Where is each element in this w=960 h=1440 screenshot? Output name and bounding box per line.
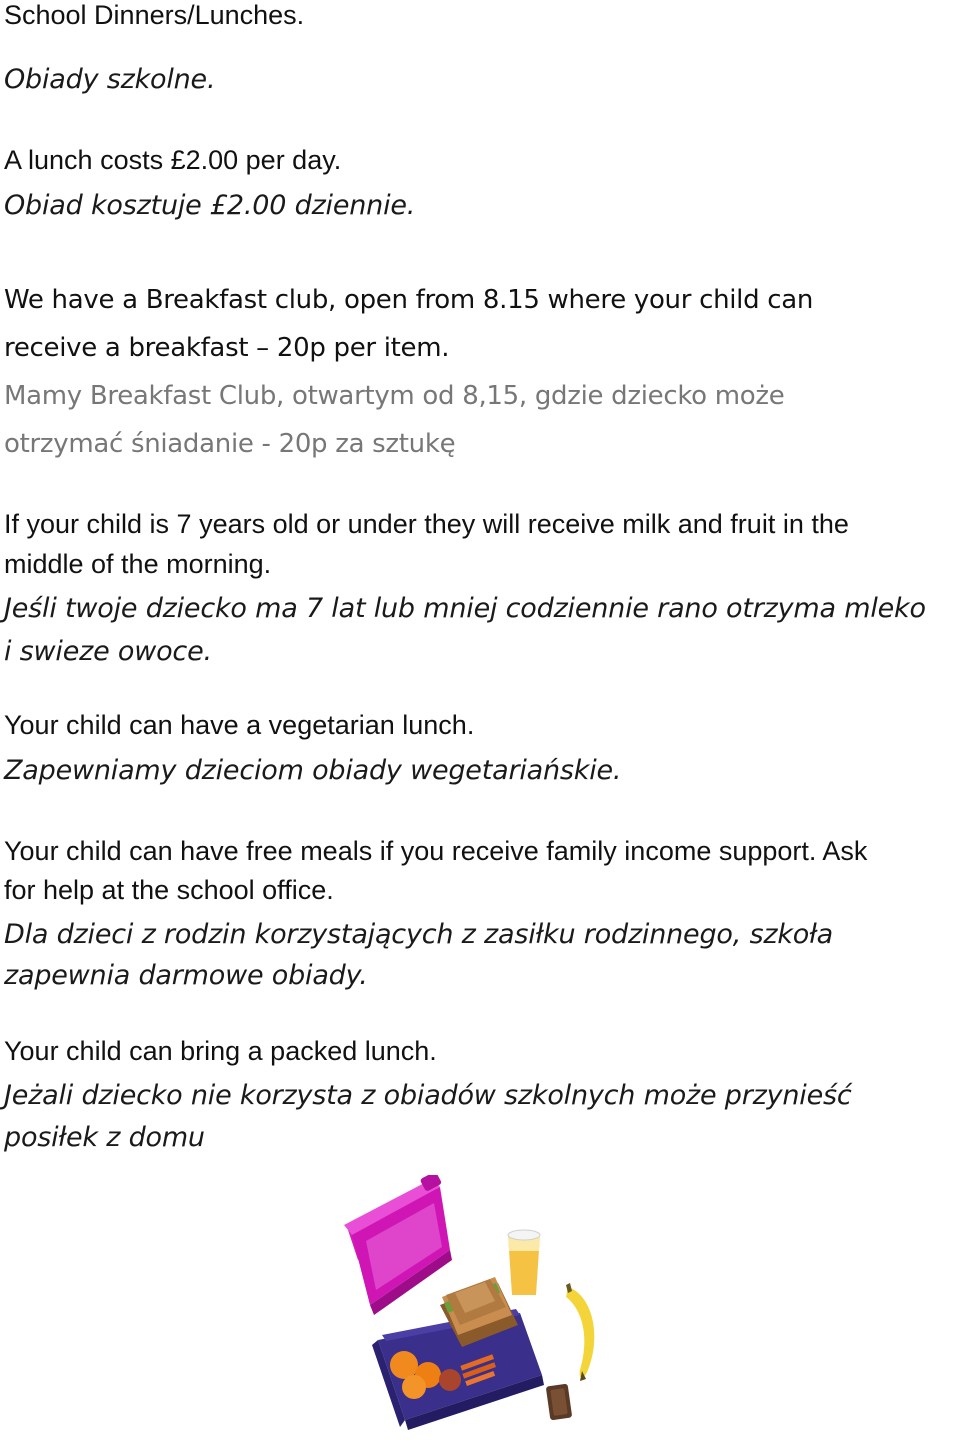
breakfast-club-text-line-2: receive a breakfast – 20p per item.	[4, 333, 450, 363]
page-title-polish: Obiady szkolne.	[4, 64, 216, 95]
vegetarian-text-polish: Zapewniamy dzieciom obiady wegetariańskie.	[4, 755, 622, 786]
milk-fruit-polish-line-1: Jeśli twoje dziecko ma 7 lat lub mniej codziennie rano otrzyma mleko	[4, 593, 926, 624]
packed-lunch-polish-line-1: Jeżali dziecko nie korzysta z obiadów szkolnych może przynieść	[4, 1080, 852, 1111]
milk-fruit-polish-line-2: i swieze owoce.	[4, 636, 212, 667]
breakfast-club-text-line-1: We have a Breakfast club, open from 8.15 where your child can	[4, 285, 814, 315]
juice-cup	[508, 1230, 540, 1295]
lunchbox-illustration	[330, 1175, 630, 1435]
lunch-cost-text: A lunch costs £2.00 per day.	[4, 145, 342, 175]
packed-lunch-polish-line-2: posiłek z domu	[4, 1122, 205, 1153]
free-meals-polish-line-1: Dla dzieci z rodzin korzystających z zasiłku rodzinnego, szkoła	[4, 919, 833, 950]
vegetarian-text: Your child can have a vegetarian lunch.	[4, 710, 475, 740]
free-meals-text-line-2: for help at the school office.	[4, 875, 334, 905]
snack-bar	[546, 1384, 573, 1421]
packed-lunch-text: Your child can bring a packed lunch.	[4, 1036, 437, 1066]
free-meals-polish-line-2: zapewnia darmowe obiady.	[4, 960, 368, 991]
banana	[566, 1283, 594, 1381]
milk-fruit-text-line-2: middle of the morning.	[4, 549, 272, 579]
lunchbox-lid	[344, 1175, 452, 1315]
breakfast-club-polish-line-1: Mamy Breakfast Club, otwartym od 8,15, gdzie dziecko może	[4, 381, 785, 411]
lunch-cost-text-polish: Obiad kosztuje £2.00 dziennie.	[4, 190, 416, 221]
free-meals-text-line-1: Your child can have free meals if you receive family income support. Ask	[4, 836, 868, 866]
breakfast-club-polish-line-2: otrzymać śniadanie - 20p za sztukę	[4, 429, 456, 459]
milk-fruit-text-line-1: If your child is 7 years old or under they will receive milk and fruit in the	[4, 509, 849, 539]
page-title: School Dinners/Lunches.	[4, 0, 305, 30]
